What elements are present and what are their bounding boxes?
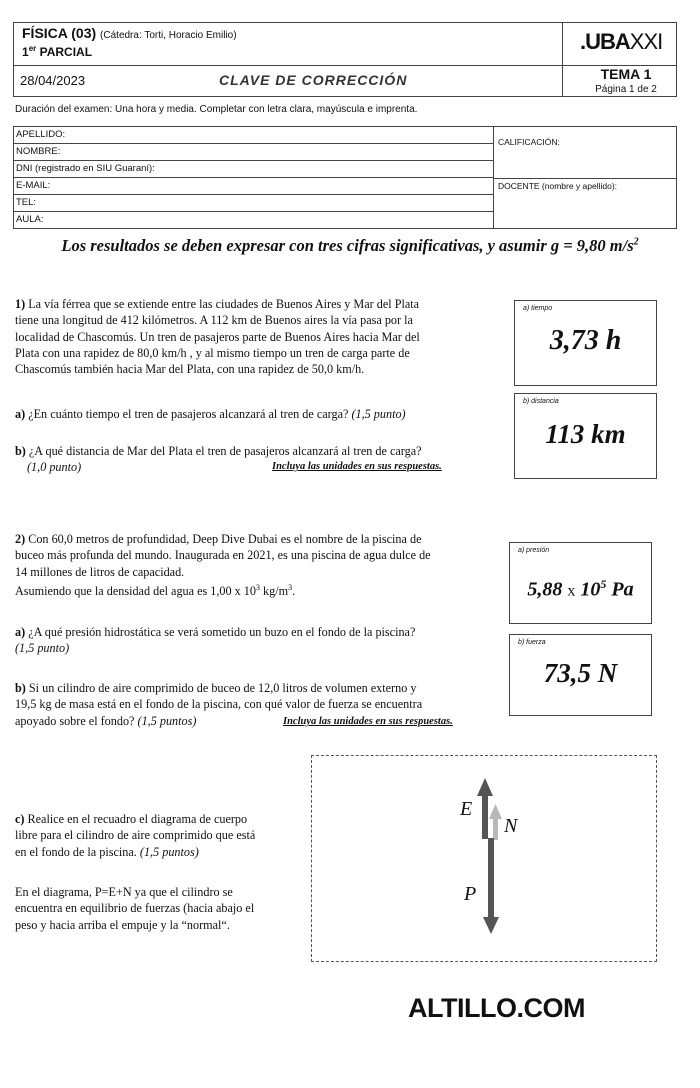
answer-label-2a: a) presión: [518, 547, 550, 554]
docente-label: DOCENTE (nombre y apellido):: [498, 181, 618, 191]
force-arrow-p: [483, 838, 499, 934]
field-nombre: NOMBRE:: [14, 144, 493, 161]
answer-box-2b: [509, 634, 652, 716]
question-2b: b) Si un cilindro de aire comprimido de buceo de 12,0 litros de volumen externo y 19,5 kg de masa está en el fondo de la piscina, con qué valor de fuerza se encuentra apoyado sobre el fondo? (1,5 puntos): [15, 681, 423, 728]
page-number: Página 1 de 2: [595, 84, 657, 95]
answer-1b: 113 km: [545, 419, 626, 449]
tema-label: TEMA 1: [600, 66, 652, 82]
question-1a: a) ¿En cuánto tiempo el tren de pasajeros alcanzará al tren de carga? (1,5 punto): [15, 407, 406, 421]
student-data-table: [13, 126, 677, 229]
question-2a: a) ¿A qué presión hidrostática se verá sometido un buzo en el fondo de la piscina? (1,5 punto): [15, 625, 416, 656]
label-e: E: [460, 798, 473, 820]
uba-xxi-logo: .UBAXXI: [580, 29, 663, 54]
free-body-diagram: [312, 756, 658, 963]
field-apellido: APELLIDO:: [14, 127, 493, 144]
field-aula: AULA:: [16, 214, 44, 225]
force-arrow-n: [489, 804, 502, 840]
subject-title: FÍSICA (03) (Cátedra: Torti, Horacio Emilio): [22, 25, 237, 41]
exam-date: 28/04/2023: [20, 73, 86, 88]
exam-header: [13, 22, 677, 97]
altillo-watermark: ALTILLO.COM: [408, 993, 585, 1023]
free-body-diagram-box: [311, 755, 657, 962]
answer-label-1a: a) tiempo: [523, 305, 553, 312]
units-note-1: Incluya las unidades en sus respuestas.: [272, 461, 442, 472]
chair-name: (Cátedra: Torti, Horacio Emilio): [100, 30, 237, 41]
table-divider-right: [493, 178, 676, 179]
question-2-statement: 2) Con 60,0 metros de profundidad, Deep Dive Dubai es el nombre de la piscina de buceo más profunda del mundo. Inaugurada en 2021, es una piscina de agua dulce de 14 millones de litros de capacidad. Asumiendo que la densidad del agua es 1,00 x $10^3$ $kg/m^3$.: [15, 532, 431, 598]
question-1-statement: 1) La vía férrea que se extiende entre las ciudades de Buenos Aires y Mar del Plata tiene una longitud de 412 kilómetros. A 112 km de Buenos aires la vía pasa por la localidad de Chascomús. Un tren de pasajeros parte de Buenos Aires hacia Mar del Plata con una rapidez de 80,0 km/h , y al mismo tiempo un tren de carga parte de Chascomús también hacia Mar del Plata, con una rapidez de 50,0 km/h.: [15, 297, 420, 377]
question-2c-explanation: En el diagrama, P=E+N ya que el cilindro se encuentra en equilibrio de fuerzas (hacia abajo el peso y hacia arriba el empuje y la “normal“.: [15, 885, 255, 932]
answer-box-2a: [509, 542, 652, 624]
field-dni: DNI (registrado en SIU Guaraní):: [14, 161, 493, 178]
answer-key-title: CLAVE DE CORRECCIÓN: [219, 72, 408, 88]
header-divider-vertical: [562, 23, 563, 96]
answer-box-1a: [514, 300, 657, 386]
answer-2a: 5,88 x $10^5$ Pa: [527, 577, 634, 601]
question-2c: c) Realice en el recuadro el diagrama de cuerpo libre para el cilindro de aire comprimido que está en el fondo de la piscina. (1,5 puntos): [15, 812, 256, 859]
force-arrow-e: [477, 778, 493, 839]
answer-1a: 3,73 h: [549, 325, 622, 356]
exam-name: 1er PARCIAL: [22, 44, 93, 59]
label-p: P: [464, 883, 477, 905]
answer-2b: 73,5 N: [543, 658, 618, 688]
calificacion-label: CALIFICACIÓN:: [498, 137, 560, 147]
answer-label-2b: b) fuerza: [518, 639, 546, 646]
field-email: E-MAIL:: [14, 178, 493, 195]
answer-label-1b: b) distancia: [523, 398, 559, 405]
field-tel: TEL:: [14, 195, 493, 212]
instructions-banner: Los resultados se deben expresar con tres cifras significativas, y asumir g = 9,80 $m/s^2$: [61, 236, 639, 255]
question-1b: b) ¿A qué distancia de Mar del Plata el tren de pasajeros alcanzará al tren de carga? (1,0 punto): [15, 444, 422, 475]
label-n: N: [504, 815, 518, 837]
answer-box-1b: [514, 393, 657, 479]
units-note-2: Incluya las unidades en sus respuestas.: [283, 716, 453, 727]
duration-instructions: Duración del examen: Una hora y media. Completar con letra clara, mayúscula e imprenta.: [15, 104, 418, 115]
